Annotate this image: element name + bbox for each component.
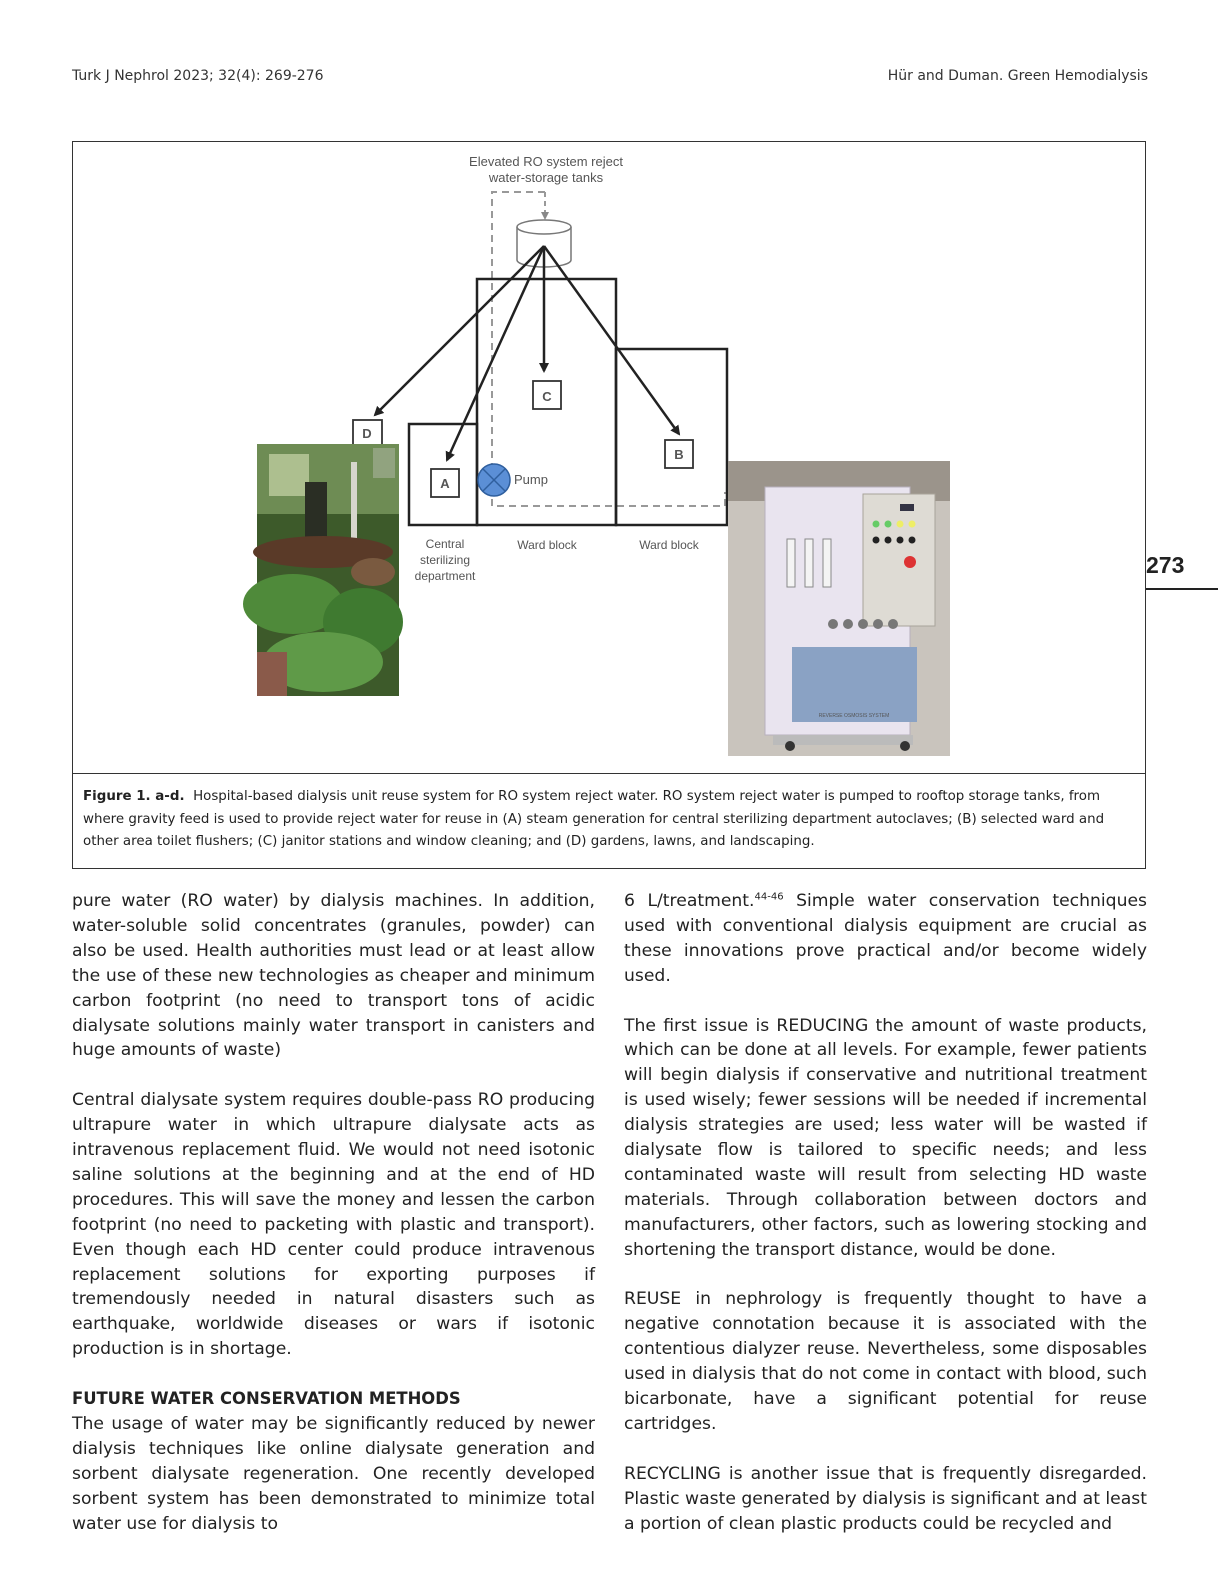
pump-icon (478, 464, 510, 496)
citation-reference: 44-46 (754, 891, 784, 903)
left-paragraph-2: Central dialysate system requires double-pass RO producing ultrapure water in which ultrapure dialysate acts as intravenous replacement fluid. We would not need isotonic saline solutions at the beginning and at the end of HD procedures. This will save the money and lessen the carbon footprint (no need to packeting with plastic and transport). Even though each HD center could produce intravenous replacement solutions for exporting purposes if tremendously needed in natural disasters such as earthquake, worldwide diseases or wars if isotonic production is in shortage. (72, 1090, 595, 1360)
central-label-line-3: department (414, 569, 476, 583)
section-heading: FUTURE WATER CONSERVATION METHODS (72, 1389, 461, 1409)
left-paragraph-1: pure water (RO water) by dialysis machines. In addition, water-soluble solid concentrates (granules, powder) can also be used. Health authorities must lead or at least allow the use of these new technologies as cheaper and minimum carbon footprint (no need to transport tons of acidic dialysate solutions mainly water transport in canisters and huge amounts of waste) (72, 891, 595, 1061)
right-paragraph-1 (624, 889, 1147, 989)
figure-1 (72, 141, 1146, 869)
left-column (72, 889, 595, 1561)
figure-caption (83, 786, 1135, 854)
ward-block-label-2: Ward block (639, 538, 699, 552)
right-paragraph-2: The first issue is REDUCING the amount of waste products, which can be done at all levels. For example, fewer patients will begin dialysis if conservative and nutritional treatment is used wisely; fewer sessions will be needed if incremental dialysis strategies are used; less water will be wasted if dialysate flow is tailored to specific needs; and less contaminated waste will result from selecting HD waste materials. Through collaboration between doctors and manufacturers, other factors, such as lowering stocking and shortening the transport distance, would be done. (624, 1015, 1147, 1260)
tank-label-line-2: water-storage tanks (488, 170, 604, 185)
box-b-label: B (674, 447, 684, 462)
machine-panel-label: REVERSE OSMOSIS SYSTEM (818, 713, 890, 719)
right-paragraph-4: RECYCLING is another issue that is frequently disregarded. Plastic waste generated by dialysis is significant and at least a portion of clean plastic products could be recycled and (624, 1463, 1147, 1534)
arrow-to-b (544, 246, 679, 434)
right-paragraph-1-start: 6 L/treatment. (624, 891, 755, 911)
journal-citation: Turk J Nephrol 2023; 32(4): 269-276 (72, 68, 324, 84)
box-d-label: D (362, 426, 372, 441)
figure-caption-text: Hospital-based dialysis unit reuse system for RO system reject water. RO system reject water is pumped to rooftop storage tanks, from where gravity feed is used to provide reject water for reuse in (A) steam generation for central sterilizing department autoclaves; (B) selected ward and other area toilet flushers; (C) janitor stations and window cleaning; and (D) gardens, lawns, and landscaping. (83, 789, 1105, 849)
central-label-line-2: sterilizing (419, 553, 471, 567)
right-paragraph-1-rest: Simple water conservation techniques used with conventional dialysis equipment are crucial as these innovations prove practical and/or become widely used. (624, 891, 1147, 986)
reuse-system-diagram (73, 142, 1145, 772)
ro-machine-photo (728, 461, 950, 756)
central-label-line-1: Central (425, 537, 465, 551)
garden-photo (243, 444, 403, 696)
page-number: 273 (1146, 552, 1185, 578)
right-paragraph-3: REUSE in nephrology is frequently thought to have a negative connotation because it is associated with the contentious dialyzer reuse. Nevertheless, some disposables used in dialysis that do not come in contact with blood, such bicarbonate, have a significant potential for reuse cartridges. (624, 1289, 1147, 1434)
box-c-label: C (542, 389, 552, 404)
caption-divider (73, 773, 1145, 774)
right-column (624, 889, 1147, 1561)
tank-label-line-1: Elevated RO system reject (469, 154, 623, 169)
box-a-label: A (440, 476, 450, 491)
pump-label: Pump (514, 472, 548, 487)
page-number-rule (1146, 588, 1218, 590)
arrow-to-d (375, 246, 544, 415)
left-paragraph-3: The usage of water may be significantly reduced by newer dialysis techniques like online dialysate generation and sorbent dialysate regeneration. One recently developed sorbent system has been demonstrated to minimize total water use for dialysis to (72, 1414, 595, 1534)
ward-block-label-1: Ward block (517, 538, 577, 552)
figure-caption-label: Figure 1. a-d. (83, 789, 185, 804)
ward-block-building-2 (616, 349, 727, 525)
running-title: Hür and Duman. Green Hemodialysis (887, 68, 1148, 84)
